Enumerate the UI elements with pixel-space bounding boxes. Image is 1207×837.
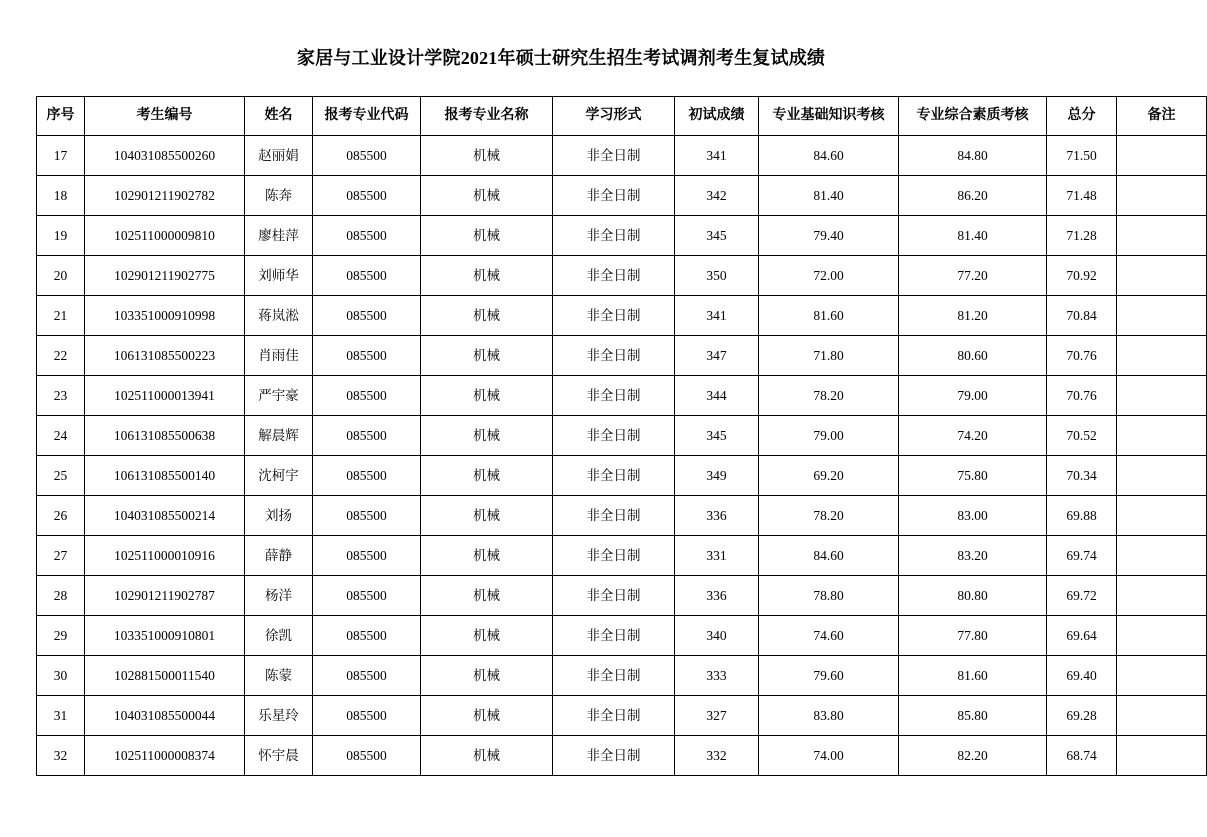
cell-basic-knowledge: 78.20 — [759, 496, 899, 536]
cell-major-code: 085500 — [313, 296, 421, 336]
cell-basic-knowledge: 71.80 — [759, 336, 899, 376]
table-row — [37, 696, 1207, 736]
table-row — [37, 216, 1207, 256]
cell-total: 68.74 — [1047, 736, 1117, 776]
cell-study-form: 非全日制 — [553, 376, 675, 416]
cell-total: 70.84 — [1047, 296, 1117, 336]
cell-major-name: 机械 — [421, 256, 553, 296]
cell-major-code: 085500 — [313, 456, 421, 496]
cell-name: 陈蒙 — [245, 656, 313, 696]
cell-major-code: 085500 — [313, 496, 421, 536]
cell-index: 28 — [37, 576, 85, 616]
cell-total: 70.34 — [1047, 456, 1117, 496]
cell-name: 肖雨佳 — [245, 336, 313, 376]
cell-major-name: 机械 — [421, 736, 553, 776]
cell-basic-knowledge: 81.60 — [759, 296, 899, 336]
table-row — [37, 576, 1207, 616]
cell-basic-knowledge: 69.20 — [759, 456, 899, 496]
cell-first-score: 349 — [675, 456, 759, 496]
page-title: 家居与工业设计学院2021年硕士研究生招生考试调剂考生复试成绩 — [296, 48, 826, 68]
cell-remark — [1117, 216, 1207, 256]
cell-major-name: 机械 — [421, 456, 553, 496]
cell-comprehensive: 75.80 — [899, 456, 1047, 496]
cell-basic-knowledge: 74.60 — [759, 616, 899, 656]
cell-first-score: 344 — [675, 376, 759, 416]
cell-comprehensive: 80.80 — [899, 576, 1047, 616]
cell-study-form: 非全日制 — [553, 736, 675, 776]
cell-major-name: 机械 — [421, 296, 553, 336]
scores-table — [36, 96, 1207, 776]
cell-exam-id: 102881500011540 — [85, 656, 245, 696]
cell-name: 蒋岚淞 — [245, 296, 313, 336]
cell-index: 29 — [37, 616, 85, 656]
column-header-study-form: 学习形式 — [553, 97, 675, 136]
cell-remark — [1117, 536, 1207, 576]
column-header-comprehensive: 专业综合素质考核 — [899, 97, 1047, 136]
cell-major-name: 机械 — [421, 176, 553, 216]
cell-exam-id: 106131085500223 — [85, 336, 245, 376]
cell-total: 69.64 — [1047, 616, 1117, 656]
cell-remark — [1117, 496, 1207, 536]
cell-exam-id: 104031085500214 — [85, 496, 245, 536]
cell-index: 31 — [37, 696, 85, 736]
table-row — [37, 176, 1207, 216]
table-row — [37, 336, 1207, 376]
cell-comprehensive: 81.60 — [899, 656, 1047, 696]
cell-basic-knowledge: 83.80 — [759, 696, 899, 736]
cell-study-form: 非全日制 — [553, 656, 675, 696]
cell-exam-id: 102511000008374 — [85, 736, 245, 776]
cell-major-name: 机械 — [421, 336, 553, 376]
cell-major-code: 085500 — [313, 376, 421, 416]
table-row — [37, 496, 1207, 536]
cell-remark — [1117, 416, 1207, 456]
cell-name: 薛静 — [245, 536, 313, 576]
cell-index: 24 — [37, 416, 85, 456]
cell-study-form: 非全日制 — [553, 576, 675, 616]
cell-total: 69.28 — [1047, 696, 1117, 736]
cell-first-score: 341 — [675, 136, 759, 176]
cell-study-form: 非全日制 — [553, 136, 675, 176]
cell-index: 20 — [37, 256, 85, 296]
cell-index: 22 — [37, 336, 85, 376]
cell-comprehensive: 77.80 — [899, 616, 1047, 656]
cell-exam-id: 102901211902775 — [85, 256, 245, 296]
cell-first-score: 341 — [675, 296, 759, 336]
cell-index: 21 — [37, 296, 85, 336]
cell-total: 70.92 — [1047, 256, 1117, 296]
cell-index: 26 — [37, 496, 85, 536]
cell-first-score: 350 — [675, 256, 759, 296]
cell-name: 解晨辉 — [245, 416, 313, 456]
cell-exam-id: 102511000009810 — [85, 216, 245, 256]
document-page — [0, 44, 1176, 837]
cell-first-score: 345 — [675, 416, 759, 456]
cell-comprehensive: 81.40 — [899, 216, 1047, 256]
cell-remark — [1117, 456, 1207, 496]
cell-total: 71.48 — [1047, 176, 1117, 216]
cell-comprehensive: 86.20 — [899, 176, 1047, 216]
cell-remark — [1117, 176, 1207, 216]
cell-exam-id: 102901211902782 — [85, 176, 245, 216]
cell-basic-knowledge: 79.40 — [759, 216, 899, 256]
cell-first-score: 340 — [675, 616, 759, 656]
cell-first-score: 332 — [675, 736, 759, 776]
table-row — [37, 656, 1207, 696]
cell-name: 刘师华 — [245, 256, 313, 296]
cell-index: 18 — [37, 176, 85, 216]
cell-major-name: 机械 — [421, 576, 553, 616]
cell-remark — [1117, 656, 1207, 696]
cell-major-code: 085500 — [313, 536, 421, 576]
cell-total: 69.74 — [1047, 536, 1117, 576]
cell-basic-knowledge: 78.80 — [759, 576, 899, 616]
cell-exam-id: 106131085500140 — [85, 456, 245, 496]
cell-major-name: 机械 — [421, 536, 553, 576]
cell-major-code: 085500 — [313, 216, 421, 256]
cell-remark — [1117, 136, 1207, 176]
cell-exam-id: 102901211902787 — [85, 576, 245, 616]
scores-table-container — [0, 96, 1176, 776]
cell-exam-id: 103351000910801 — [85, 616, 245, 656]
table-row — [37, 296, 1207, 336]
cell-first-score: 327 — [675, 696, 759, 736]
cell-major-code: 085500 — [313, 696, 421, 736]
cell-first-score: 336 — [675, 496, 759, 536]
cell-study-form: 非全日制 — [553, 296, 675, 336]
cell-remark — [1117, 616, 1207, 656]
cell-comprehensive: 85.80 — [899, 696, 1047, 736]
column-header-first-score: 初试成绩 — [675, 97, 759, 136]
cell-index: 19 — [37, 216, 85, 256]
cell-major-name: 机械 — [421, 416, 553, 456]
cell-first-score: 333 — [675, 656, 759, 696]
cell-name: 怀宇晨 — [245, 736, 313, 776]
table-row — [37, 376, 1207, 416]
cell-major-name: 机械 — [421, 216, 553, 256]
cell-remark — [1117, 336, 1207, 376]
cell-comprehensive: 81.20 — [899, 296, 1047, 336]
cell-major-name: 机械 — [421, 376, 553, 416]
cell-basic-knowledge: 79.00 — [759, 416, 899, 456]
cell-index: 27 — [37, 536, 85, 576]
cell-first-score: 342 — [675, 176, 759, 216]
column-header-total: 总分 — [1047, 97, 1117, 136]
cell-name: 乐星玲 — [245, 696, 313, 736]
cell-name: 沈柯宇 — [245, 456, 313, 496]
cell-name: 杨洋 — [245, 576, 313, 616]
cell-study-form: 非全日制 — [553, 336, 675, 376]
table-row — [37, 256, 1207, 296]
cell-exam-id: 102511000010916 — [85, 536, 245, 576]
cell-major-name: 机械 — [421, 696, 553, 736]
cell-major-code: 085500 — [313, 736, 421, 776]
column-header-major-code: 报考专业代码 — [313, 97, 421, 136]
cell-remark — [1117, 576, 1207, 616]
cell-basic-knowledge: 74.00 — [759, 736, 899, 776]
cell-name: 赵丽娟 — [245, 136, 313, 176]
cell-total: 69.72 — [1047, 576, 1117, 616]
cell-study-form: 非全日制 — [553, 256, 675, 296]
table-header — [37, 97, 1207, 136]
cell-basic-knowledge: 84.60 — [759, 536, 899, 576]
table-header-row — [37, 97, 1207, 136]
cell-comprehensive: 80.60 — [899, 336, 1047, 376]
column-header-major-name: 报考专业名称 — [421, 97, 553, 136]
table-row — [37, 736, 1207, 776]
cell-remark — [1117, 736, 1207, 776]
cell-study-form: 非全日制 — [553, 176, 675, 216]
cell-major-name: 机械 — [421, 496, 553, 536]
cell-index: 32 — [37, 736, 85, 776]
table-row — [37, 536, 1207, 576]
cell-study-form: 非全日制 — [553, 216, 675, 256]
cell-name: 徐凯 — [245, 616, 313, 656]
cell-total: 69.88 — [1047, 496, 1117, 536]
cell-remark — [1117, 376, 1207, 416]
cell-comprehensive: 83.00 — [899, 496, 1047, 536]
cell-first-score: 336 — [675, 576, 759, 616]
cell-total: 71.50 — [1047, 136, 1117, 176]
cell-study-form: 非全日制 — [553, 456, 675, 496]
cell-major-code: 085500 — [313, 176, 421, 216]
cell-index: 23 — [37, 376, 85, 416]
cell-index: 30 — [37, 656, 85, 696]
cell-total: 70.76 — [1047, 336, 1117, 376]
cell-total: 71.28 — [1047, 216, 1117, 256]
cell-exam-id: 104031085500260 — [85, 136, 245, 176]
cell-major-code: 085500 — [313, 336, 421, 376]
cell-comprehensive: 82.20 — [899, 736, 1047, 776]
cell-comprehensive: 84.80 — [899, 136, 1047, 176]
cell-exam-id: 103351000910998 — [85, 296, 245, 336]
cell-first-score: 345 — [675, 216, 759, 256]
cell-study-form: 非全日制 — [553, 616, 675, 656]
cell-remark — [1117, 296, 1207, 336]
cell-major-name: 机械 — [421, 656, 553, 696]
cell-major-name: 机械 — [421, 616, 553, 656]
cell-comprehensive: 79.00 — [899, 376, 1047, 416]
cell-remark — [1117, 256, 1207, 296]
cell-index: 25 — [37, 456, 85, 496]
cell-major-code: 085500 — [313, 616, 421, 656]
cell-name: 严宇豪 — [245, 376, 313, 416]
cell-exam-id: 104031085500044 — [85, 696, 245, 736]
cell-major-code: 085500 — [313, 656, 421, 696]
table-row — [37, 616, 1207, 656]
cell-name: 刘扬 — [245, 496, 313, 536]
cell-name: 廖桂萍 — [245, 216, 313, 256]
cell-exam-id: 102511000013941 — [85, 376, 245, 416]
table-row — [37, 416, 1207, 456]
cell-major-name: 机械 — [421, 136, 553, 176]
cell-comprehensive: 77.20 — [899, 256, 1047, 296]
table-row — [37, 136, 1207, 176]
cell-study-form: 非全日制 — [553, 496, 675, 536]
column-header-index: 序号 — [37, 97, 85, 136]
cell-basic-knowledge: 72.00 — [759, 256, 899, 296]
cell-basic-knowledge: 79.60 — [759, 656, 899, 696]
cell-index: 17 — [37, 136, 85, 176]
cell-total: 70.76 — [1047, 376, 1117, 416]
table-body — [37, 136, 1207, 776]
cell-first-score: 347 — [675, 336, 759, 376]
cell-exam-id: 106131085500638 — [85, 416, 245, 456]
cell-major-code: 085500 — [313, 136, 421, 176]
cell-study-form: 非全日制 — [553, 696, 675, 736]
column-header-basic-knowledge: 专业基础知识考核 — [759, 97, 899, 136]
column-header-name: 姓名 — [245, 97, 313, 136]
table-row — [37, 456, 1207, 496]
cell-major-code: 085500 — [313, 576, 421, 616]
cell-name: 陈奔 — [245, 176, 313, 216]
cell-total: 70.52 — [1047, 416, 1117, 456]
cell-total: 69.40 — [1047, 656, 1117, 696]
cell-study-form: 非全日制 — [553, 536, 675, 576]
cell-remark — [1117, 696, 1207, 736]
cell-comprehensive: 74.20 — [899, 416, 1047, 456]
cell-basic-knowledge: 84.60 — [759, 136, 899, 176]
cell-study-form: 非全日制 — [553, 416, 675, 456]
column-header-exam-id: 考生编号 — [85, 97, 245, 136]
cell-major-code: 085500 — [313, 256, 421, 296]
column-header-remark: 备注 — [1117, 97, 1207, 136]
cell-comprehensive: 83.20 — [899, 536, 1047, 576]
cell-basic-knowledge: 81.40 — [759, 176, 899, 216]
cell-basic-knowledge: 78.20 — [759, 376, 899, 416]
cell-first-score: 331 — [675, 536, 759, 576]
cell-major-code: 085500 — [313, 416, 421, 456]
